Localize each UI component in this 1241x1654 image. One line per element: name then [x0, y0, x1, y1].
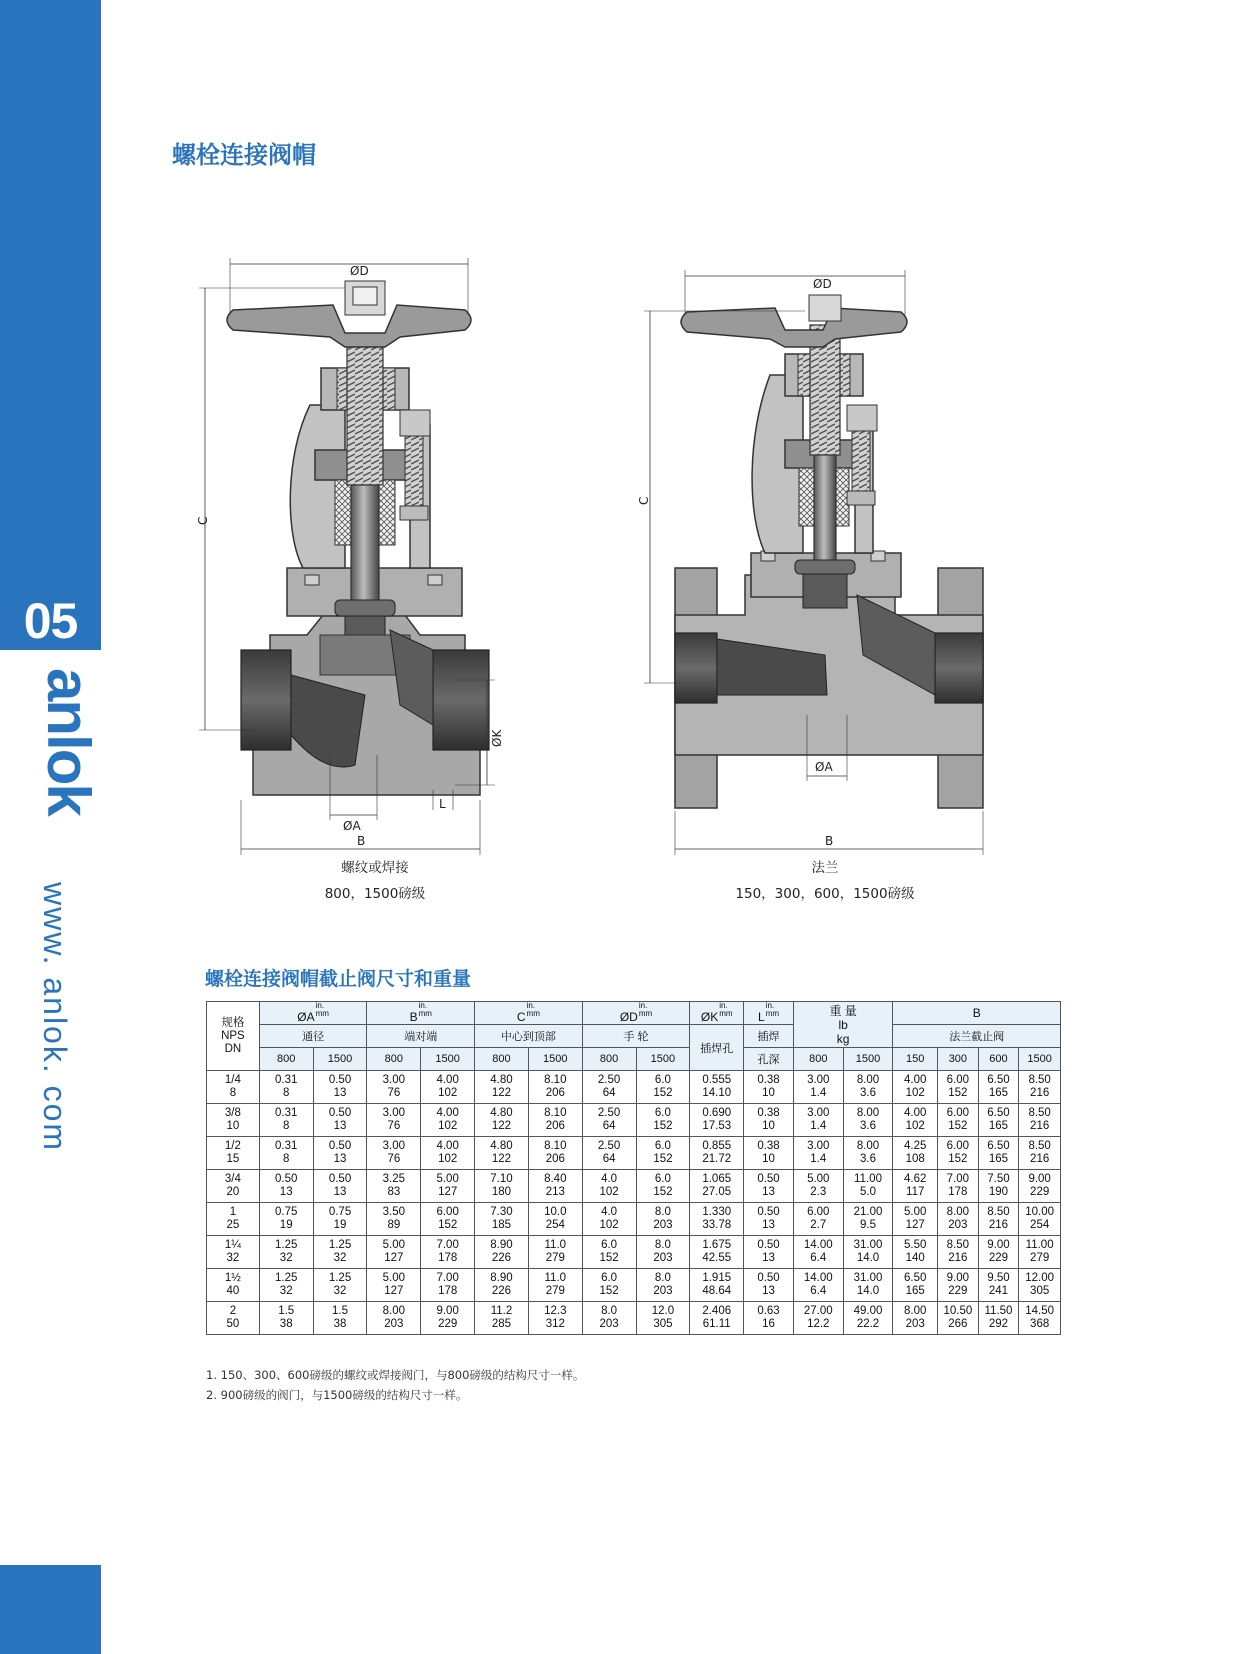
value-cell: 0.75 19 [259, 1203, 313, 1236]
value-cell: 10.0 254 [528, 1203, 582, 1236]
col-desc-a: 通径 [259, 1025, 367, 1048]
value-cell: 1.25 32 [259, 1269, 313, 1302]
value-cell: 1.675 42.55 [690, 1236, 744, 1269]
value-cell: 11.00 279 [1019, 1236, 1061, 1269]
value-cell: 1.25 32 [313, 1269, 367, 1302]
right-dim-a-label: ØA [815, 760, 833, 774]
website-url: www. anlok. com [37, 882, 73, 1153]
col-header-flange-b: B [893, 1002, 1061, 1025]
value-cell: 8.50 216 [1019, 1071, 1061, 1104]
table-row [207, 1170, 1061, 1203]
value-cell: 0.50 13 [313, 1137, 367, 1170]
value-cell: 0.50 13 [744, 1170, 794, 1203]
value-cell: 2.50 64 [582, 1137, 636, 1170]
value-cell: 8.50 216 [1019, 1104, 1061, 1137]
col-desc-l: 插焊 [744, 1025, 794, 1048]
value-cell: 1.25 32 [259, 1236, 313, 1269]
value-cell: 8.50 216 [978, 1203, 1019, 1236]
right-dim-b-label: B [825, 834, 834, 848]
value-cell: 5.00 127 [421, 1170, 475, 1203]
value-cell: 6.0 152 [636, 1170, 690, 1203]
right-valve-drawing [637, 270, 983, 855]
size-header [207, 1002, 260, 1071]
note-1: 1. 150、300、600磅级的螺纹或焊接阀门，与800磅级的结构尺寸一样。 [206, 1368, 585, 1382]
size-header-nps: NPS [221, 1029, 245, 1042]
left-valve-drawing [196, 258, 504, 855]
left-dim-a-label: ØA [343, 819, 361, 833]
value-cell: 0.50 13 [744, 1269, 794, 1302]
value-cell: 6.00 2.7 [793, 1203, 843, 1236]
valve-drawings [195, 255, 1035, 865]
value-cell: 14.00 6.4 [793, 1269, 843, 1302]
class-w-1500: 1500 [843, 1048, 893, 1071]
note-2: 2. 900磅级的阀门，与1500磅级的结构尺寸一样。 [206, 1388, 468, 1402]
value-cell: 2.406 61.11 [690, 1302, 744, 1335]
value-cell: 2.50 64 [582, 1071, 636, 1104]
value-cell: 49.00 22.2 [843, 1302, 893, 1335]
class-fb-300: 300 [938, 1048, 979, 1071]
value-cell: 0.50 13 [744, 1203, 794, 1236]
value-cell: 5.50 140 [893, 1236, 938, 1269]
size-cell: 1 25 [207, 1203, 260, 1236]
size-cell: 1¼ 32 [207, 1236, 260, 1269]
col-desc-flange-b: 法兰截止阀 [893, 1025, 1061, 1048]
size-cell: 2 50 [207, 1302, 260, 1335]
value-cell: 3.25 83 [367, 1170, 421, 1203]
value-cell: 6.00 152 [938, 1104, 979, 1137]
value-cell: 3.00 76 [367, 1071, 421, 1104]
value-cell: 8.00 203 [367, 1302, 421, 1335]
value-cell: 6.0 152 [636, 1137, 690, 1170]
value-cell: 3.00 1.4 [793, 1104, 843, 1137]
table-body [207, 1071, 1061, 1335]
value-cell: 5.00 127 [893, 1203, 938, 1236]
col-header-a: ØAin. mm [259, 1002, 367, 1025]
table-title: 螺栓连接阀帽截止阀尺寸和重量 [205, 968, 472, 990]
sidebar-footer-band [0, 1565, 101, 1654]
class-b-1500: 1500 [421, 1048, 475, 1071]
value-cell: 4.25 108 [893, 1137, 938, 1170]
class-fb-150: 150 [893, 1048, 938, 1071]
brand-logo-text: anlok [35, 668, 102, 815]
value-cell: 27.00 12.2 [793, 1302, 843, 1335]
value-cell: 31.00 14.0 [843, 1269, 893, 1302]
value-cell: 9.00 229 [978, 1236, 1019, 1269]
value-cell: 11.0 279 [528, 1236, 582, 1269]
value-cell: 8.0 203 [582, 1302, 636, 1335]
value-cell: 7.00 178 [421, 1269, 475, 1302]
dimension-weight-table [206, 1001, 1061, 1335]
col-desc-d: 手 轮 [582, 1025, 690, 1048]
value-cell: 4.00 102 [421, 1071, 475, 1104]
value-cell: 6.50 165 [978, 1071, 1019, 1104]
dimension-table-wrapper [206, 1001, 1061, 1335]
value-cell: 14.50 368 [1019, 1302, 1061, 1335]
value-cell: 6.50 165 [893, 1269, 938, 1302]
value-cell: 0.50 13 [313, 1170, 367, 1203]
value-cell: 2.50 64 [582, 1104, 636, 1137]
value-cell: 1.5 38 [313, 1302, 367, 1335]
col-desc-c: 中心到顶部 [475, 1025, 583, 1048]
value-cell: 3.00 76 [367, 1104, 421, 1137]
value-cell: 0.50 13 [744, 1236, 794, 1269]
class-fb-1500: 1500 [1019, 1048, 1061, 1071]
value-cell: 31.00 14.0 [843, 1236, 893, 1269]
value-cell: 1.065 27.05 [690, 1170, 744, 1203]
value-cell: 11.50 292 [978, 1302, 1019, 1335]
class-c-1500: 1500 [528, 1048, 582, 1071]
value-cell: 8.00 203 [938, 1203, 979, 1236]
right-drawing-caption: 法兰 [811, 860, 839, 876]
class-d-1500: 1500 [636, 1048, 690, 1071]
value-cell: 8.90 226 [475, 1236, 529, 1269]
value-cell: 5.00 2.3 [793, 1170, 843, 1203]
value-cell: 4.00 102 [893, 1104, 938, 1137]
value-cell: 8.0 203 [636, 1236, 690, 1269]
size-cell: 1/2 15 [207, 1137, 260, 1170]
value-cell: 1.25 32 [313, 1236, 367, 1269]
value-cell: 4.00 102 [421, 1104, 475, 1137]
size-header-cn: 规格 [221, 1016, 245, 1029]
size-cell: 3/8 10 [207, 1104, 260, 1137]
value-cell: 6.00 152 [938, 1137, 979, 1170]
value-cell: 0.31 8 [259, 1137, 313, 1170]
value-cell: 12.0 305 [636, 1302, 690, 1335]
class-d-800: 800 [582, 1048, 636, 1071]
size-header-dn: DN [224, 1042, 242, 1055]
value-cell: 9.00 229 [1019, 1170, 1061, 1203]
value-cell: 0.50 13 [313, 1104, 367, 1137]
value-cell: 5.00 127 [367, 1269, 421, 1302]
section-title: 螺栓连接阀帽 [172, 141, 316, 169]
col-header-c: Cin. mm [475, 1002, 583, 1025]
value-cell: 8.10 206 [528, 1071, 582, 1104]
left-drawing-class-label: 800，1500磅级 [324, 886, 426, 902]
value-cell: 11.2 285 [475, 1302, 529, 1335]
value-cell: 0.855 21.72 [690, 1137, 744, 1170]
value-cell: 3.00 76 [367, 1137, 421, 1170]
value-cell: 7.50 190 [978, 1170, 1019, 1203]
value-cell: 8.10 206 [528, 1137, 582, 1170]
col-header-k: ØKin. mm [690, 1002, 744, 1025]
value-cell: 0.38 10 [744, 1071, 794, 1104]
left-dim-l-label: L [439, 797, 446, 811]
value-cell: 9.50 241 [978, 1269, 1019, 1302]
col-desc-k: 插焊孔 [690, 1025, 744, 1071]
value-cell: 0.31 8 [259, 1071, 313, 1104]
table-row [207, 1137, 1061, 1170]
value-cell: 0.38 10 [744, 1104, 794, 1137]
col-desc-b: 端对端 [367, 1025, 475, 1048]
class-c-800: 800 [475, 1048, 529, 1071]
value-cell: 8.00 3.6 [843, 1104, 893, 1137]
value-cell: 8.0 203 [636, 1269, 690, 1302]
col-header-weight: 重 量 lb kg [793, 1002, 893, 1048]
table-row [207, 1302, 1061, 1335]
value-cell: 4.80 122 [475, 1071, 529, 1104]
value-cell: 8.00 3.6 [843, 1137, 893, 1170]
value-cell: 4.80 122 [475, 1104, 529, 1137]
table-row [207, 1269, 1061, 1302]
class-fb-600: 600 [978, 1048, 1019, 1071]
chapter-number: 05 [23, 593, 78, 649]
value-cell: 9.00 229 [421, 1302, 475, 1335]
value-cell: 4.00 102 [421, 1137, 475, 1170]
left-drawing-caption: 螺纹或焊接 [341, 860, 409, 876]
value-cell: 7.10 180 [475, 1170, 529, 1203]
left-dim-k-label: ØK [490, 729, 504, 747]
value-cell: 4.0 102 [582, 1203, 636, 1236]
col-header-b: Bin. mm [367, 1002, 475, 1025]
value-cell: 6.0 152 [582, 1236, 636, 1269]
col-header-d: ØDin. mm [582, 1002, 690, 1025]
value-cell: 7.00 178 [938, 1170, 979, 1203]
table-row [207, 1203, 1061, 1236]
value-cell: 11.00 5.0 [843, 1170, 893, 1203]
value-cell: 10.50 266 [938, 1302, 979, 1335]
value-cell: 7.00 178 [421, 1236, 475, 1269]
value-cell: 8.00 203 [893, 1302, 938, 1335]
value-cell: 8.10 206 [528, 1104, 582, 1137]
value-cell: 0.50 13 [259, 1170, 313, 1203]
value-cell: 12.00 305 [1019, 1269, 1061, 1302]
table-row [207, 1104, 1061, 1137]
value-cell: 1.330 33.78 [690, 1203, 744, 1236]
value-cell: 6.0 152 [582, 1269, 636, 1302]
value-cell: 5.00 127 [367, 1236, 421, 1269]
class-b-800: 800 [367, 1048, 421, 1071]
left-dim-b-label: B [357, 834, 366, 848]
right-drawing-class-label: 150，300，600，1500磅级 [735, 886, 915, 902]
class-a-800: 800 [259, 1048, 313, 1071]
value-cell: 0.690 17.53 [690, 1104, 744, 1137]
value-cell: 6.00 152 [421, 1203, 475, 1236]
value-cell: 3.50 89 [367, 1203, 421, 1236]
table-row [207, 1071, 1061, 1104]
left-dim-c-label: C [196, 516, 210, 525]
value-cell: 21.00 9.5 [843, 1203, 893, 1236]
value-cell: 9.00 229 [938, 1269, 979, 1302]
value-cell: 1.5 38 [259, 1302, 313, 1335]
sidebar-band [0, 0, 101, 650]
right-dim-c-label: C [637, 496, 651, 505]
size-cell: 1½ 40 [207, 1269, 260, 1302]
class-a-1500: 1500 [313, 1048, 367, 1071]
value-cell: 0.50 13 [313, 1071, 367, 1104]
value-cell: 0.75 19 [313, 1203, 367, 1236]
table-row [207, 1236, 1061, 1269]
value-cell: 8.0 203 [636, 1203, 690, 1236]
value-cell: 11.0 279 [528, 1269, 582, 1302]
value-cell: 0.63 16 [744, 1302, 794, 1335]
value-cell: 8.50 216 [1019, 1137, 1061, 1170]
value-cell: 8.50 216 [938, 1236, 979, 1269]
value-cell: 6.50 165 [978, 1137, 1019, 1170]
col-header-l: Lin. mm [744, 1002, 794, 1025]
value-cell: 8.90 226 [475, 1269, 529, 1302]
value-cell: 4.00 102 [893, 1071, 938, 1104]
size-cell: 1/4 8 [207, 1071, 260, 1104]
class-w-800: 800 [793, 1048, 843, 1071]
left-dim-d-label: ØD [350, 264, 369, 278]
value-cell: 4.0 102 [582, 1170, 636, 1203]
value-cell: 8.40 213 [528, 1170, 582, 1203]
value-cell: 6.0 152 [636, 1104, 690, 1137]
value-cell: 6.0 152 [636, 1071, 690, 1104]
value-cell: 10.00 254 [1019, 1203, 1061, 1236]
value-cell: 4.80 122 [475, 1137, 529, 1170]
table-notes [206, 1365, 584, 1405]
value-cell: 0.555 14.10 [690, 1071, 744, 1104]
value-cell: 0.38 10 [744, 1137, 794, 1170]
value-cell: 3.00 1.4 [793, 1137, 843, 1170]
value-cell: 1.915 48.64 [690, 1269, 744, 1302]
size-cell: 3/4 20 [207, 1170, 260, 1203]
value-cell: 0.31 8 [259, 1104, 313, 1137]
right-dim-d-label: ØD [813, 277, 832, 291]
value-cell: 6.50 165 [978, 1104, 1019, 1137]
value-cell: 3.00 1.4 [793, 1071, 843, 1104]
value-cell: 8.00 3.6 [843, 1071, 893, 1104]
value-cell: 7.30 185 [475, 1203, 529, 1236]
value-cell: 14.00 6.4 [793, 1236, 843, 1269]
col-desc-l-2: 孔深 [744, 1048, 794, 1071]
value-cell: 6.00 152 [938, 1071, 979, 1104]
value-cell: 12.3 312 [528, 1302, 582, 1335]
value-cell: 4.62 117 [893, 1170, 938, 1203]
